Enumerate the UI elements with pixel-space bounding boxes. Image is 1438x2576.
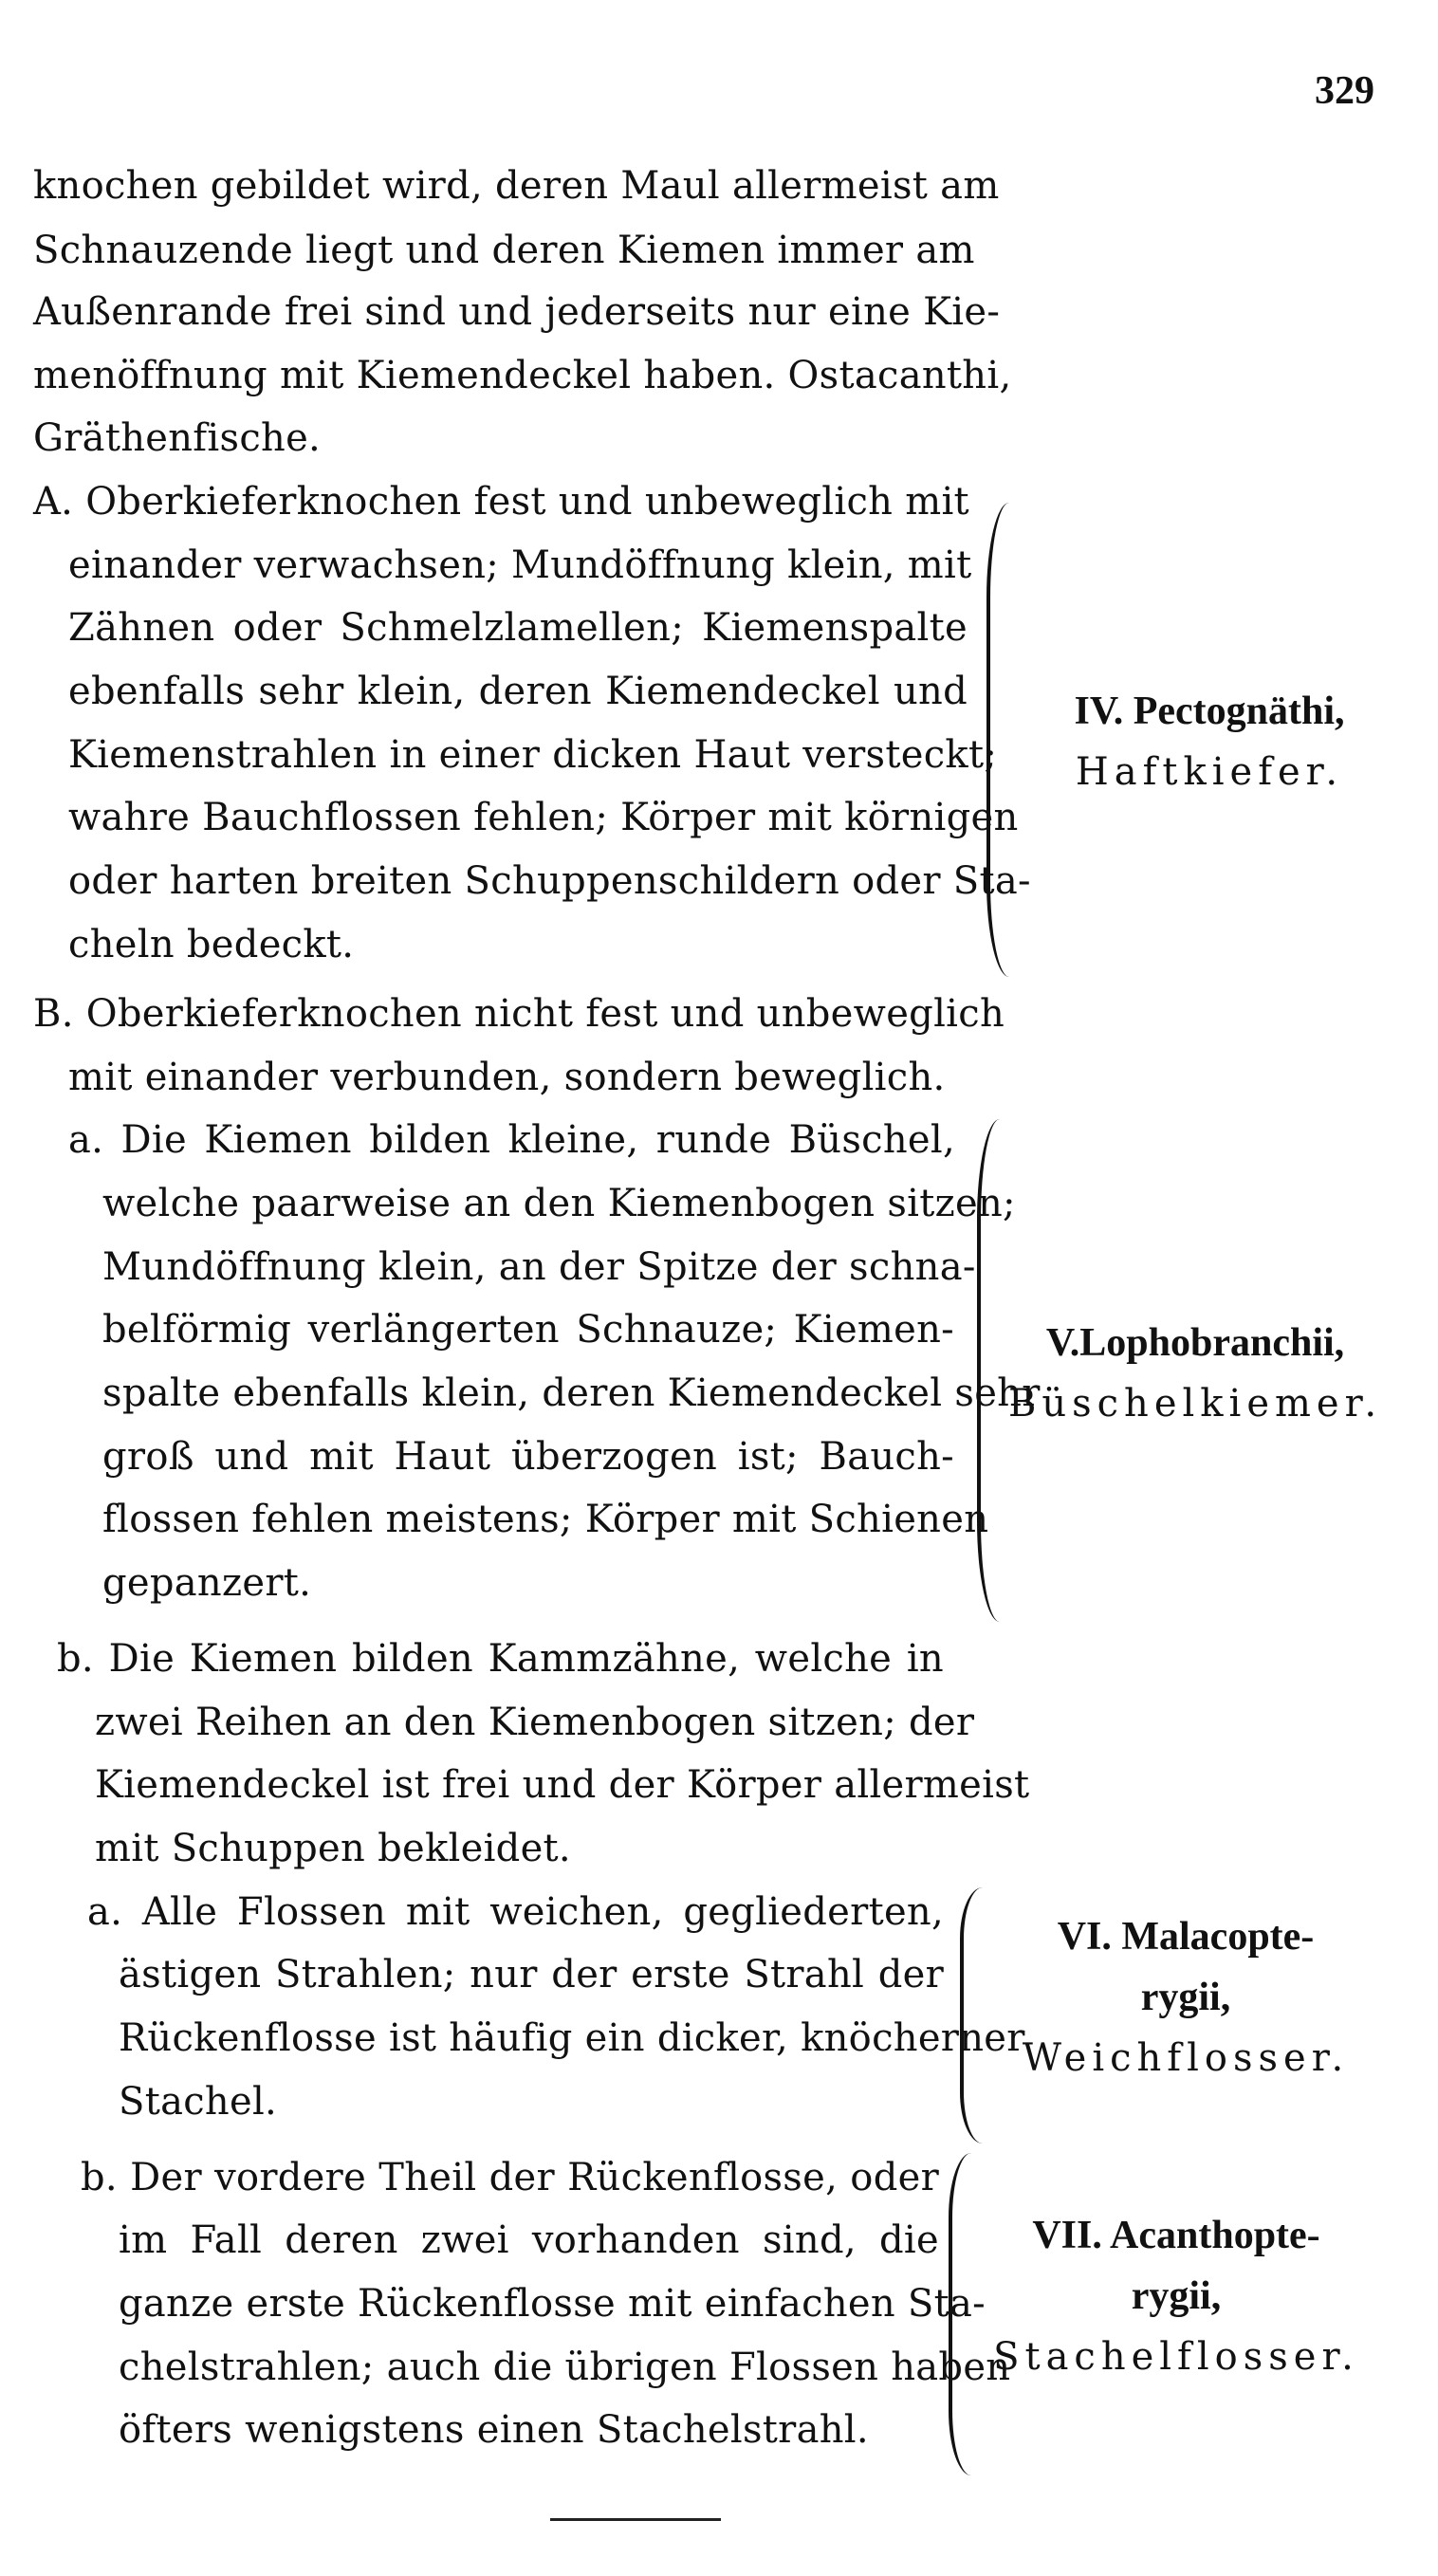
order-name-vi-line-1: VI. Malacopte- xyxy=(1057,1915,1315,1959)
section-bb-line-4: mit Schuppen bekleidet. xyxy=(95,1827,571,1870)
section-bbb-line-4: chelstrahlen; auch die übrigen Flossen haben xyxy=(119,2346,1011,2389)
section-bba-line-1: a. Alle Flossen mit weichen, gegliederten, xyxy=(87,1890,944,1934)
section-ba-line-6: groß und mit Haut überzogen ist; Bauch- xyxy=(102,1435,954,1479)
section-ba-line-3: Mundöffnung klein, an der Spitze der schna- xyxy=(102,1245,976,1289)
section-bbb-line-2: im Fall deren zwei vorhanden sind, die xyxy=(119,2218,939,2262)
section-bbb-line-3: ganze erste Rückenflosse mit einfachen Sta- xyxy=(119,2282,986,2326)
order-name-vii-line-2: rygii, xyxy=(1131,2274,1222,2318)
common-name-v: Büschelkiemer. xyxy=(1007,1382,1383,1426)
intro-line-2: Schnauzende liegt und deren Kiemen immer am xyxy=(33,229,975,272)
section-a-line-5: Kiemenstrahlen in einer dicken Haut versteckt; xyxy=(68,733,998,777)
section-a-line-2: einander verwachsen; Mundöffnung klein, mit xyxy=(68,543,972,587)
section-b-line-2: mit einander verbunden, sondern beweglich. xyxy=(68,1056,946,1099)
intro-line-1: knochen gebildet wird, deren Maul allermeist am xyxy=(33,164,1000,208)
page-number: 329 xyxy=(1315,69,1374,113)
section-bb-line-2: zwei Reihen an den Kiemenbogen sitzen; der xyxy=(95,1701,975,1744)
common-name-vii: Stachelflosser. xyxy=(993,2335,1359,2379)
section-a-line-7: oder harten breiten Schuppenschildern oder Sta- xyxy=(68,859,1031,903)
common-name-iv: Haftkiefer. xyxy=(1075,750,1344,794)
section-bba-line-2: ästigen Strahlen; nur der erste Strahl der xyxy=(119,1953,944,1996)
section-a-line-3: Zähnen oder Schmelzlamellen; Kiemenspalte xyxy=(68,606,968,650)
section-ba-line-4: belförmig verlängerten Schnauze; Kiemen- xyxy=(102,1308,954,1352)
section-bb-line-3: Kiemendeckel ist frei und der Körper allermeist xyxy=(95,1763,1030,1807)
order-label-vi xyxy=(977,1906,1394,2088)
section-bbb-line-1: b. Der vordere Theil der Rückenflosse, oder xyxy=(81,2156,939,2199)
section-bba-line-4: Stachel. xyxy=(119,2080,278,2124)
intro-line-3: Außenrande frei sind und jederseits nur eine Kie- xyxy=(33,290,1001,334)
order-name-iv: IV. Pectognäthi, xyxy=(1074,690,1345,733)
order-name-vi-line-2: rygii, xyxy=(1140,1976,1231,2019)
order-label-v xyxy=(986,1313,1404,1434)
order-name-v: V.Lophobranchii, xyxy=(1045,1321,1345,1365)
intro-line-5: Gräthenfische. xyxy=(33,416,322,460)
section-ba-line-1: a. Die Kiemen bilden kleine, runde Büschel, xyxy=(68,1118,955,1162)
section-bb-line-1: b. Die Kiemen bilden Kammzähne, welche in xyxy=(57,1637,944,1681)
common-name-vi: Weichflosser. xyxy=(1022,2036,1350,2080)
section-a-line-1: A. Oberkieferknochen fest und unbeweglich mit xyxy=(33,480,969,524)
section-ba-line-5: spalte ebenfalls klein, deren Kiemendeckel sehr xyxy=(102,1371,1041,1415)
section-a-line-8: cheln bedeckt. xyxy=(68,923,355,966)
order-name-vii-line-1: VII. Acanthopte- xyxy=(1032,2214,1320,2257)
section-a-line-6: wahre Bauchflossen fehlen; Körper mit körnigen xyxy=(68,796,1019,839)
section-a-line-4: ebenfalls sehr klein, deren Kiemendeckel und xyxy=(68,670,968,713)
order-label-vii xyxy=(968,2205,1385,2387)
section-ba-line-2: welche paarweise an den Kiemenbogen sitzen; xyxy=(102,1182,1016,1225)
footer-rule xyxy=(550,2518,721,2521)
section-bba-line-3: Rückenflosse ist häufig ein dicker, knöcherner xyxy=(119,2016,1025,2060)
section-bbb-line-5: öfters wenigstens einen Stachelstrahl. xyxy=(119,2408,869,2452)
intro-line-4: menöffnung mit Kiemendeckel haben. Ostacanthi, xyxy=(33,354,1012,397)
section-ba-line-8: gepanzert. xyxy=(102,1561,312,1605)
order-label-iv xyxy=(1001,681,1418,802)
section-ba-line-7: flossen fehlen meistens; Körper mit Schienen xyxy=(102,1498,989,1541)
section-b-line-1: B. Oberkieferknochen nicht fest und unbeweglich xyxy=(33,992,1005,1036)
